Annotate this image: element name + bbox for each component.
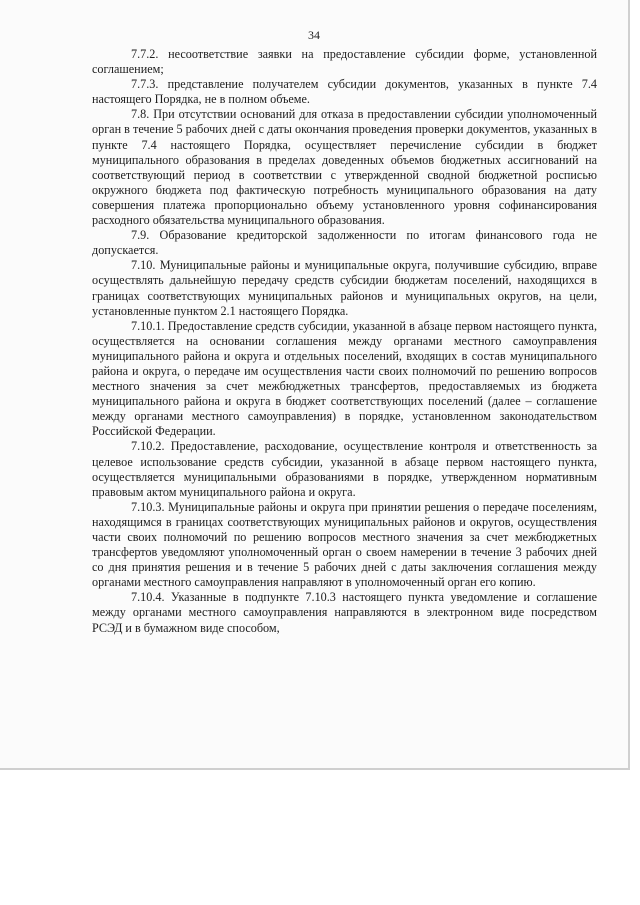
document-body [92,47,597,636]
paragraph-7-10: 7.10. Муниципальные районы и муниципальные округа, получившие субсидию, вправе осуществлять дальнейшую передачу средств субсидии бюджетам поселений, находящихся в границах соответствующих муниципальных районов и муниципальных округов, на цели, установленные пунктом 2.1 настоящего Порядка. [92,258,597,318]
paragraph-7-7-2: 7.7.2. несоответствие заявки на предоставление субсидии форме, установленной соглашением; [92,47,597,77]
paragraph-7-10-4: 7.10.4. Указанные в подпункте 7.10.3 настоящего пункта уведомление и соглашение между органами местного самоуправления направляются в электронном виде посредством РСЭД и в бумажном виде способом, [92,590,597,635]
page-number: 34 [308,28,320,42]
paragraph-7-10-1: 7.10.1. Предоставление средств субсидии, указанной в абзаце первом настоящего пункта, осуществляется на основании соглашения между органами местного самоуправления муниципального района и округа и отдельных поселений, входящих в состав муниципального района и округа, о передаче им осуществления части своих полномочий по решению вопросов местного значения за счет межбюджетных трансфертов, предоставляемых из бюджета муниципального района и округа в бюджет соответствующих поселений (далее – соглашение между органами местного самоуправления) в порядке, установленном законодательством Российской Федерации. [92,318,597,439]
paragraph-7-8: 7.8. При отсутствии оснований для отказа в предоставлении субсидии уполномоченный орган в течение 5 рабочих дней с даты окончания проведения проверки документов, указанных в пункте 7.4 настоящего Порядка, осуществляет перечисление субсидии в бюджет муниципального образования в пределах доведенных объемов бюджетных ассигнований на соответствующий период в соответствии с утвержденной сводной бюджетной росписью окружного бюджета под фактическую потребность муниципального образования на дату совершения платежа пропорционально объему установленного уровня софинансирования расходного обязательства муниципального образования. [92,107,597,228]
paragraph-7-9: 7.9. Образование кредиторской задолженности по итогам финансового года не допускается. [92,228,597,258]
paragraph-7-10-2: 7.10.2. Предоставление, расходование, осуществление контроля и ответственность за целевое использование средств субсидии, указанной в абзаце первом настоящего пункта, осуществляется муниципальными образованиями в порядке, утвержденном нормативным правовым актом муниципального района и округа. [92,439,597,499]
paragraph-7-7-3: 7.7.3. представление получателем субсидии документов, указанных в пункте 7.4 настоящего Порядка, не в полном объеме. [92,77,597,107]
paragraph-7-10-3: 7.10.3. Муниципальные районы и округа при принятии решения о передаче поселениям, находящимся в границах соответствующих муниципальных районов и округов, осуществления части своих полномочий по решению вопросов местного значения за счет межбюджетных трансфертов уведомляют уполномоченный орган о своем намерении в течение 3 рабочих дней со дня принятия решения и в течение 5 рабочих дней с даты заключения соглашения между органами местного самоуправления направляют в уполномоченный орган его копию. [92,499,597,590]
